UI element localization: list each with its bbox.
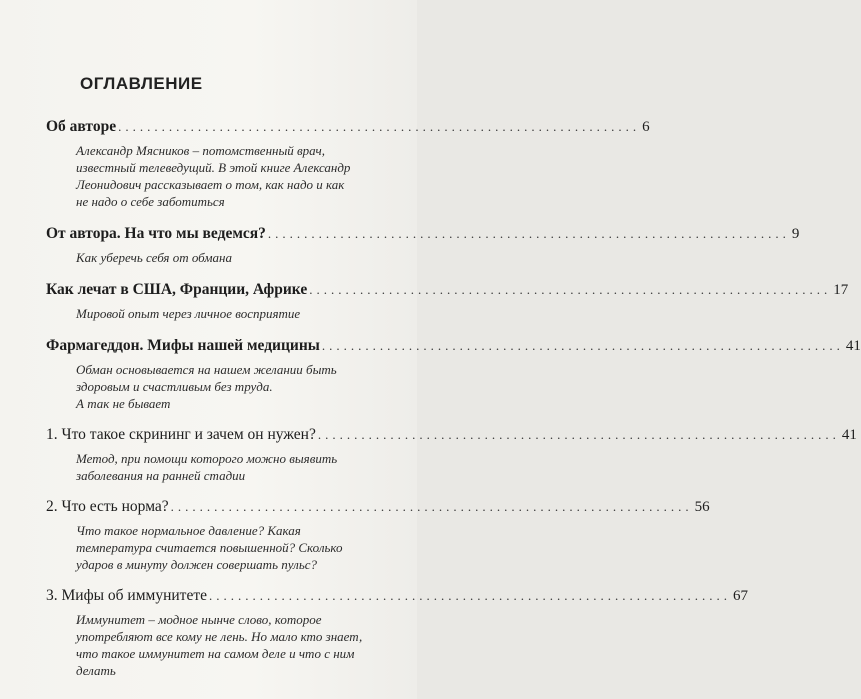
toc-entry <box>46 281 849 322</box>
toc-heading: ОГЛАВЛЕНИЕ <box>80 74 203 93</box>
toc-entry-description: Как уберечь себя от обмана <box>76 250 232 265</box>
toc-entry <box>46 225 800 266</box>
toc-page-number: 41 <box>845 338 861 354</box>
dot-leader: ........................................................................ <box>309 282 832 297</box>
toc-entry-title: 1. Что такое скрининг и зачем он нужен? <box>46 426 316 443</box>
bleed-through-text <box>200 8 400 48</box>
dot-leader: ........................................................................ <box>118 119 641 134</box>
toc-entry-title: Как лечат в США, Франции, Африке <box>46 281 308 298</box>
dot-leader: ........................................................................ <box>267 226 790 241</box>
toc-entry <box>46 498 710 573</box>
dot-leader: ........................................................................ <box>170 499 693 514</box>
toc-entry-description: Метод, при помощи которого можно выявить заболевания на ранней стадии <box>76 451 338 483</box>
toc-entry-title: Фармагеддон. Мифы нашей медицины <box>46 337 320 354</box>
toc-entry <box>46 426 857 484</box>
toc-entry <box>46 587 748 679</box>
toc-entry-title: От автора. На что мы ведемся? <box>46 225 266 242</box>
toc-entry <box>46 118 650 210</box>
toc-entry-title: 3. Мифы об иммунитете <box>46 587 207 604</box>
toc-entry-title: Об авторе <box>46 118 117 135</box>
dot-leader: ........................................................................ <box>321 338 844 353</box>
toc-page-number: 6 <box>642 119 650 135</box>
table-of-contents <box>46 118 861 692</box>
toc-entry-description: Что такое нормальное давление? Какая температура считается повышенной? Сколько ударов в минуту должен совершать пульс? <box>76 523 343 572</box>
toc-page-number: 17 <box>833 282 849 298</box>
toc-entry <box>46 337 861 412</box>
toc-entry-description: Обман основывается на нашем желании быть здоровым и счастливым без труда. А так не бывает <box>76 362 337 411</box>
toc-page-number: 41 <box>841 427 857 443</box>
dot-leader: ........................................................................ <box>317 427 840 442</box>
toc-entry-title: 2. Что есть норма? <box>46 498 169 515</box>
dot-leader: ........................................................................ <box>208 588 731 603</box>
toc-page-number: 56 <box>694 499 710 515</box>
toc-page-number: 9 <box>791 226 800 242</box>
toc-entry-description: Александр Мясников – потомственный врач, известный телеведущий. В этой книге Александр Леонидович рассказывает о том, как надо и как не надо о себе заботиться <box>76 143 351 209</box>
toc-page-number: 67 <box>732 588 748 604</box>
toc-entry-description: Иммунитет – модное нынче слово, которое употребляют все кому не лень. Но мало кто знает, что такое иммунитет на самом деле и что с ним делать <box>76 612 363 678</box>
toc-entry-description: Мировой опыт через личное восприятие <box>76 306 301 321</box>
